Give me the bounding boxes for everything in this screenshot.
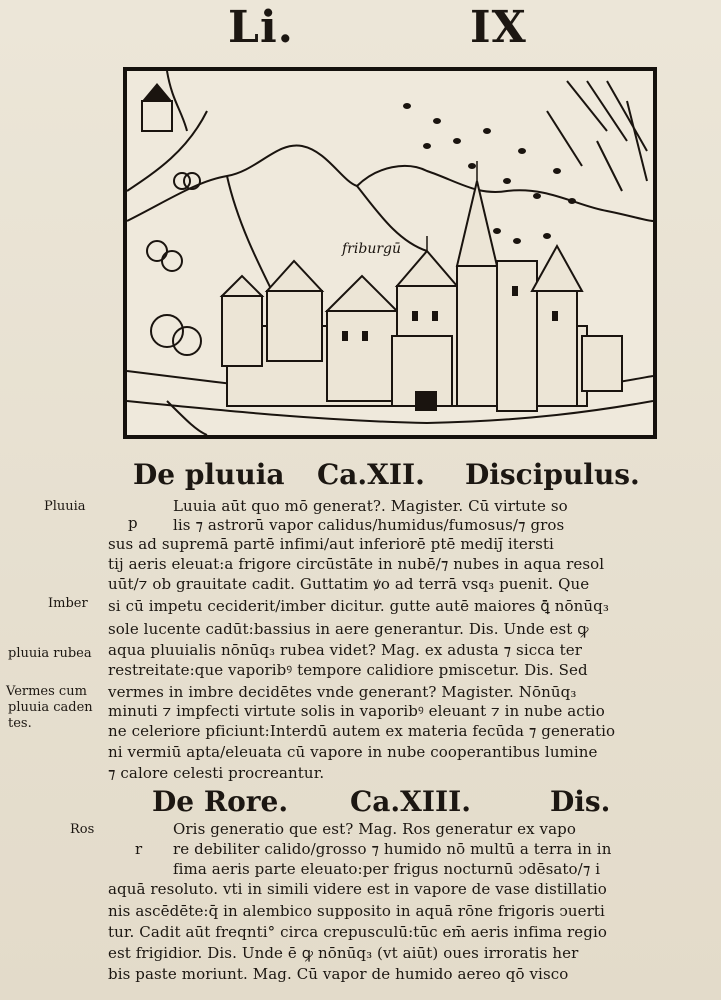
text-line: Luuia aūt quo mō generat?. Magister. Cū virtute so — [173, 497, 568, 515]
guide-letter-p: p — [128, 514, 138, 532]
woodcut-label: friburgū — [342, 241, 402, 257]
text-line: est frigidior. Dis. Unde ē ꝙ nōnūq₃ (vt aiūt) oues irroratis her — [108, 944, 579, 962]
folio-right: IX — [470, 2, 527, 53]
margin-note-ros: Ros — [70, 822, 95, 837]
woodcut-illustration — [123, 67, 657, 439]
text-line: vermes in imbre decidētes vnde generant? Magister. Nōnūq₃ — [108, 683, 577, 701]
chapter-12-speaker: Discipulus. — [465, 458, 640, 491]
chapter-12-title: De pluuia — [133, 458, 285, 491]
text-line: nis ascēdēte:q̄ in alembico supposito in aquā rōne frigoris ↄuerti — [108, 902, 605, 920]
margin-note-pluuia-rubea: pluuia rubea — [8, 646, 92, 661]
margin-note-vermes-2: pluuia caden — [8, 700, 93, 715]
margin-note-imber: Imber — [48, 596, 88, 611]
text-line: fima aeris parte eleuato:per frigus nocturnū ↄdēsato/⁊ i — [173, 860, 601, 878]
text-line: aquā resoluto. vti in simili videre est in vapore de vase distillatio — [108, 880, 607, 898]
text-line: re debiliter calido/grosso ⁊ humido nō multū a terra in in — [173, 840, 612, 858]
margin-note-vermes-3: tes. — [8, 716, 32, 731]
guide-letter-r: r — [135, 840, 143, 858]
text-line: sus ad supremā partē infimi/aut inferiorē ptē mediȷ̄ itersti — [108, 535, 554, 553]
margin-note-vermes-1: Vermes cum — [6, 684, 87, 699]
text-line: ni vermiū apta/eleuata cū vapore in nube cooperantibus lumine — [108, 743, 598, 761]
chapter-13-number: Ca.XIII. — [350, 785, 471, 818]
folio-left: Li. — [228, 2, 294, 53]
text-line: sole lucente cadūt:bassius in aere generantur. Dis. Unde est ꝙ — [108, 620, 589, 638]
chapter-12-number: Ca.XII. — [317, 458, 425, 491]
text-line: restreitate:que vaporibꝰ tempore calidiore pmiscetur. Dis. Sed — [108, 661, 588, 679]
margin-note-pluuia: Pluuia — [44, 499, 86, 514]
text-line: tij aeris eleuat:a frigore circūstāte in nubē/⁊ nubes in aqua resol — [108, 555, 605, 573]
text-line: ne celeriore pficiunt:Interdū autem ex materia fecūda ⁊ generatio — [108, 722, 616, 740]
text-line: lis ⁊ astrorū vapor calidus/humidus/fumosus/⁊ gros — [173, 516, 565, 534]
text-line: minuti ⁊ impfecti virtute solis in vaporibꝰ eleuant ⁊ in nube actio — [108, 702, 605, 720]
chapter-13-title: De Rore. — [152, 785, 289, 818]
chapter-13-speaker: Dis. — [550, 785, 611, 818]
text-line: aqua pluuialis nōnūq₃ rubea videt? Mag. ex adusta ⁊ sicca ter — [108, 641, 583, 659]
text-line: Oris generatio que est? Mag. Ros generatur ex vapo — [173, 820, 576, 838]
text-line: ⁊ calore celesti procreantur. — [108, 764, 325, 782]
text-line: bis paste moriunt. Mag. Cū vapor de humido aereo qō visco — [108, 965, 569, 983]
text-line: tur. Cadit aūt freqnti° circa crepusculū:tūc em̄ aeris infima regio — [108, 923, 607, 941]
woodcut-drawing — [127, 71, 653, 435]
text-line: si cū impetu ceciderit/imber dicitur. gutte autē maiores ꝗ̄ nōnūq₃ — [108, 597, 610, 615]
text-line: uūt/⁊ ob grauitate cadit. Guttatim ꝟo ad terrā vsq₃ puenit. Que — [108, 575, 590, 593]
